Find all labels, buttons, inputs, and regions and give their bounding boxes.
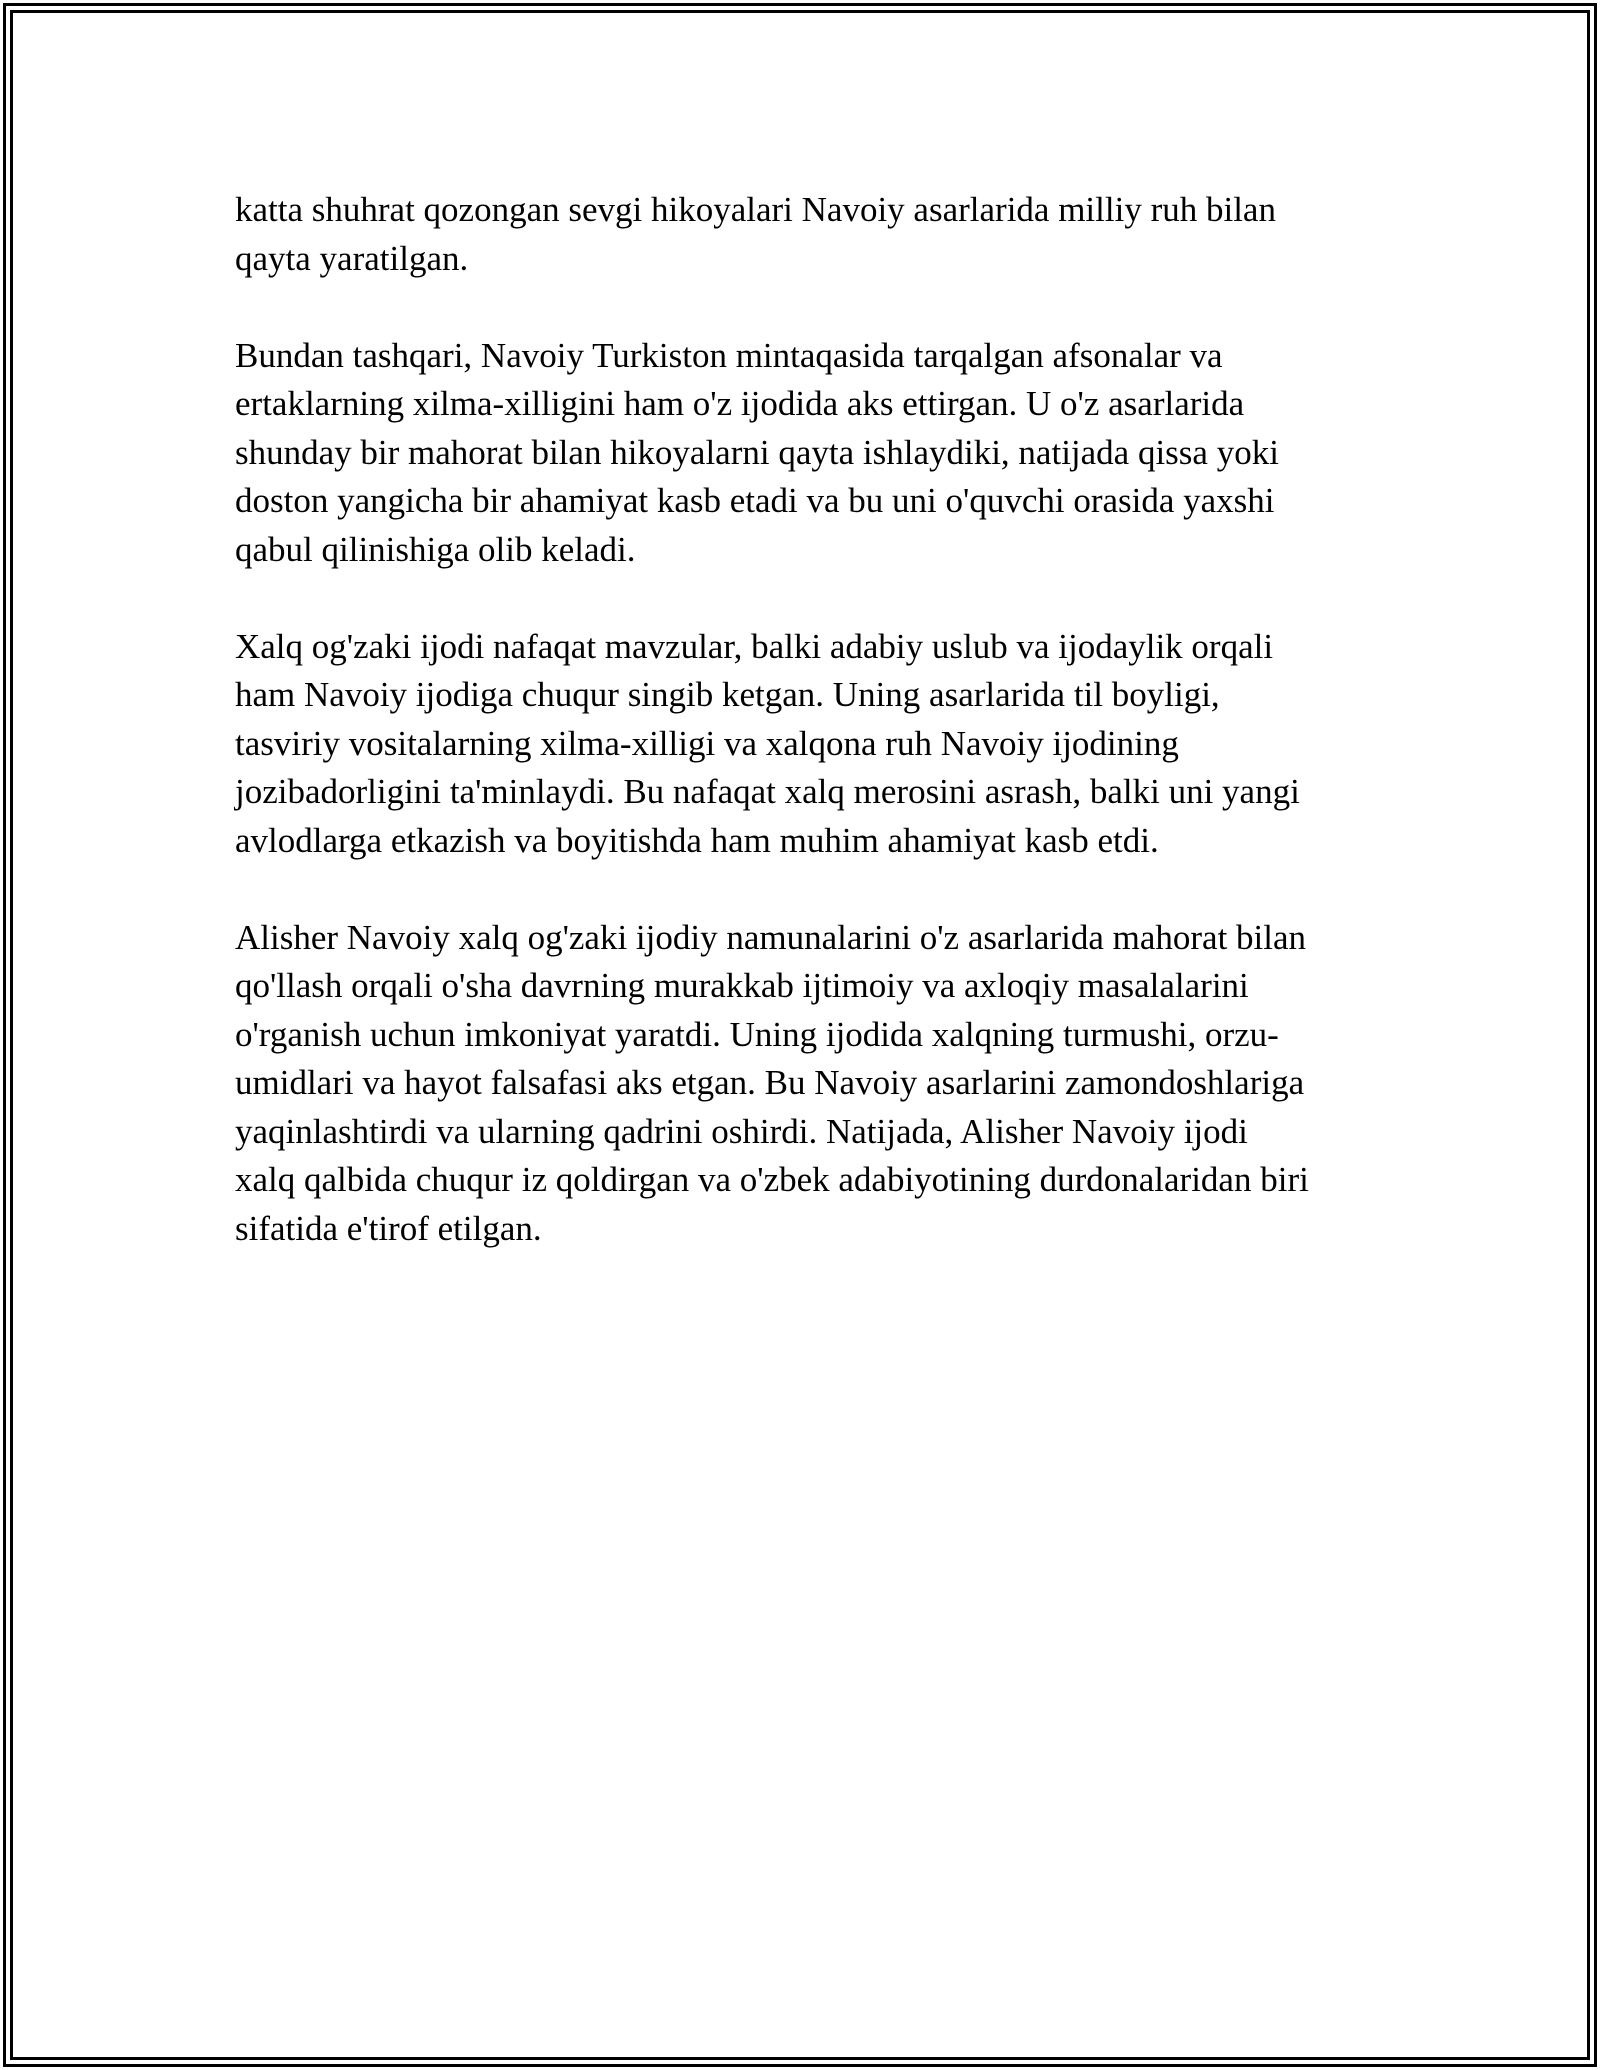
paragraph-4: Alisher Navoiy xalq og'zaki ijodiy namunalarini o'z asarlarida mahorat bilan qo'llash orqali o'sha davrning murakkab ijtimoiy va axloqiy masalalarini o'rganish uchun imkoniyat yaratdi. Uning ijodida xalqning turmushi, orzu- umidlari va hayot falsafasi aks etgan. Bu Navoiy asarlarini zamondoshlariga yaqinlashtirdi va ularning qadrini oshirdi. Natijada, Alisher Navoiy ijodi xalq qalbida chuqur iz qoldirgan va o'zbek adabiyotining durdonalaridan biri sifatida e'tirof etilgan. [235, 917, 1309, 1248]
paragraph-2: Bundan tashqari, Navoiy Turkiston mintaqasida tarqalgan afsonalar va ertaklarning xilma-xilligini ham o'z ijodida aks ettirgan. U o'z asarlarida shunday bir mahorat bilan hikoyalarni qayta ishlaydiki, natijada qissa yoki doston yangicha bir ahamiyat kasb etadi va bu uni o'quvchi orasida yaxshi qabul qilinishiga olib keladi. [235, 335, 1279, 569]
document-body [235, 186, 1385, 1302]
paragraph-1: katta shuhrat qozongan sevgi hikoyalari Navoiy asarlarida milliy ruh bilan qayta yaratilgan. [235, 190, 1276, 278]
paragraph-3: Xalq og'zaki ijodi nafaqat mavzular, balki adabiy uslub va ijodaylik orqali ham Navoiy ijodiga chuqur singib ketgan. Uning asarlarida til boyligi, tasviriy vositalarning xilma-xilligi va xalqona ruh Navoiy ijodining jozibadorligini ta'minlaydi. Bu nafaqat xalq merosini asrash, balki uni yangi avlodlarga etkazish va boyitishda ham muhim ahamiyat kasb etdi. [235, 626, 1300, 860]
